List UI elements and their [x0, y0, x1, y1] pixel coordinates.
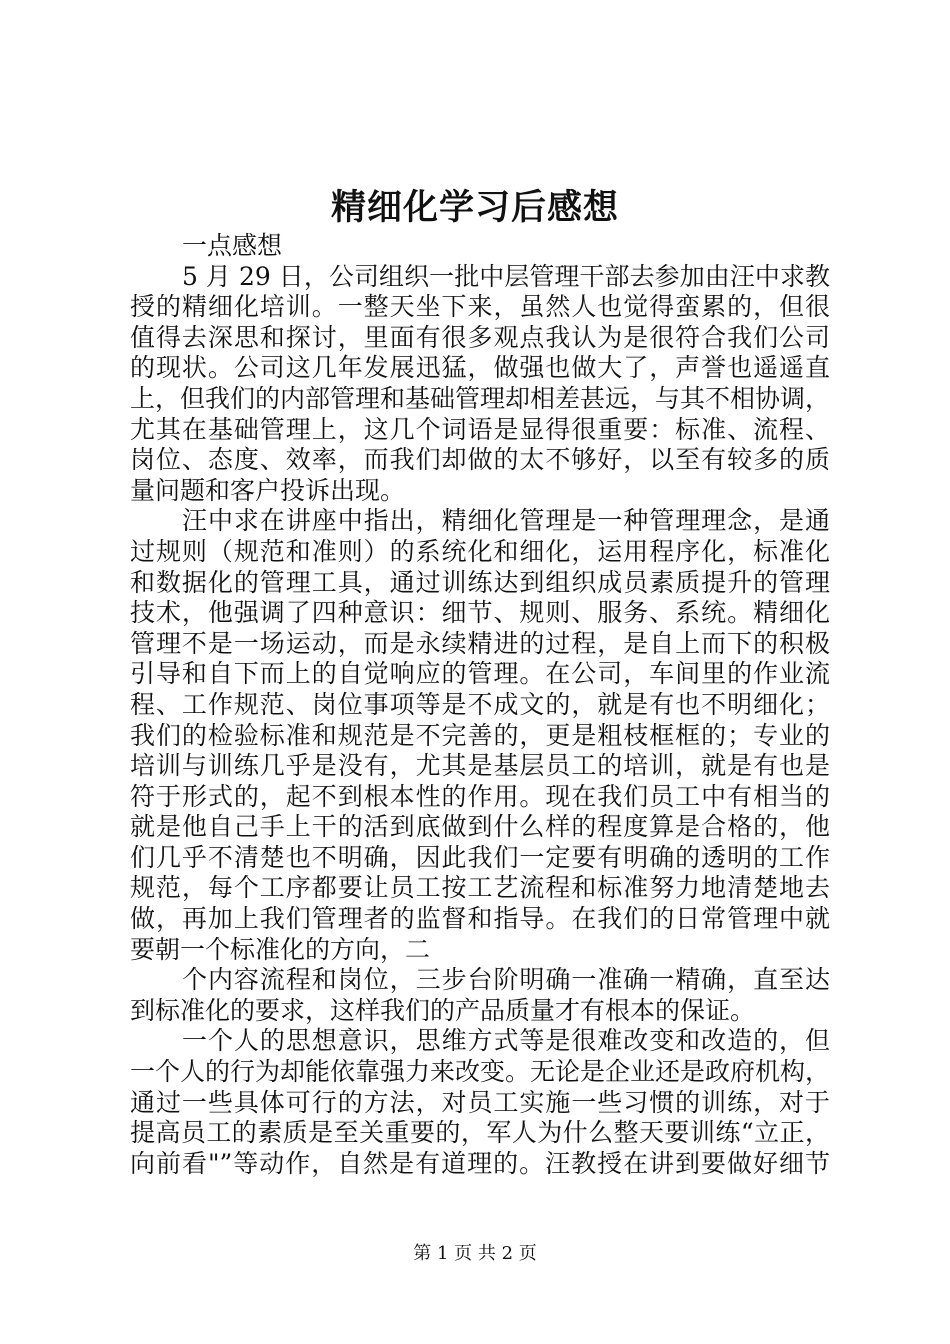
text-line: 值得去深思和探讨，里面有很多观点我认为是很符合我们公司 — [130, 322, 830, 352]
document-title: 精细化学习后感想 — [330, 187, 619, 228]
text-line: 管理不是一场运动，而是永续精进的过程，是自上而下的积极 — [130, 628, 830, 658]
text-line: 一个人的行为却能依靠强力来改变。无论是企业还是政府机构， — [130, 1057, 831, 1087]
text-line: 提高员工的素质是至关重要的，军人为什么整天要训练“立正， — [130, 1118, 830, 1148]
text-line: 岗位、态度、效率，而我们却做的太不够好，以至有较多的质 — [130, 445, 830, 475]
text-line: 上，但我们的内部管理和基础管理却相差甚远，与其不相协调， — [130, 383, 831, 413]
text-line: 就是他自己手上干的活到底做到什么样的程度算是合格的，他 — [130, 812, 830, 842]
text-line: 过规则（规范和准则）的系统化和细化，运用程序化，标准化 — [130, 536, 830, 566]
text-line: 的现状。公司这几年发展迅猛，做强也做大了，声誉也遥遥直 — [130, 353, 830, 383]
text-line: 通过一些具体可行的方法，对员工实施一些习惯的训练，对于 — [130, 1087, 830, 1117]
text-line: 5 月 29 日，公司组织一批中层管理干部去参加由汪中求教 — [182, 261, 830, 291]
text-line: 我们的检验标准和规范是不完善的，更是粗枝框框的；专业的 — [130, 720, 830, 750]
text-line: 到标准化的要求，这样我们的产品质量才有根本的保证。 — [130, 995, 756, 1025]
text-line: 们几乎不清楚也不明确，因此我们一定要有明确的透明的工作 — [130, 842, 830, 872]
text-line: 规范，每个工序都要让员工按工艺流程和标准努力地清楚地去 — [130, 873, 830, 903]
text-line: 汪中求在讲座中指出，精细化管理是一种管理理念，是通 — [182, 506, 830, 536]
text-line: 一个人的思想意识，思维方式等是很难改变和改造的，但 — [182, 1026, 830, 1056]
text-line: 量问题和客户投诉出现。 — [130, 475, 406, 505]
text-line: 要朝一个标准化的方向，二 — [130, 934, 431, 964]
text-line: 符于形式的，起不到根本性的作用。现在我们员工中有相当的 — [130, 781, 830, 811]
text-line: 和数据化的管理工具，通过训练达到组织成员素质提升的管理 — [130, 567, 830, 597]
page-footer: 第 1 页 共 2 页 — [413, 1243, 537, 1264]
text-line: 技术，他强调了四种意识：细节、规则、服务、系统。精细化 — [130, 598, 830, 628]
text-line: 一点感想 — [182, 231, 283, 260]
text-line: 向前看"”等动作，自然是有道理的。汪教授在讲到要做好细节 — [130, 1148, 830, 1178]
text-line: 做，再加上我们管理者的监督和指导。在我们的日常管理中就 — [130, 904, 830, 934]
text-line: 个内容流程和岗位，三步台阶明确一准确一精确，直至达 — [182, 965, 830, 995]
text-line: 授的精细化培训。一整天坐下来，虽然人也觉得蛮累的，但很 — [130, 292, 830, 322]
text-line: 尤其在基础管理上，这几个词语是显得很重要：标准、流程、 — [130, 414, 830, 444]
text-line: 引导和自下而上的自觉响应的管理。在公司，车间里的作业流 — [130, 659, 830, 689]
text-line: 培训与训练几乎是没有，尤其是基层员工的培训，就是有也是 — [130, 751, 830, 781]
text-line: 程、工作规范、岗位事项等是不成文的，就是有也不明细化； — [130, 689, 830, 719]
document-body — [130, 231, 830, 1179]
